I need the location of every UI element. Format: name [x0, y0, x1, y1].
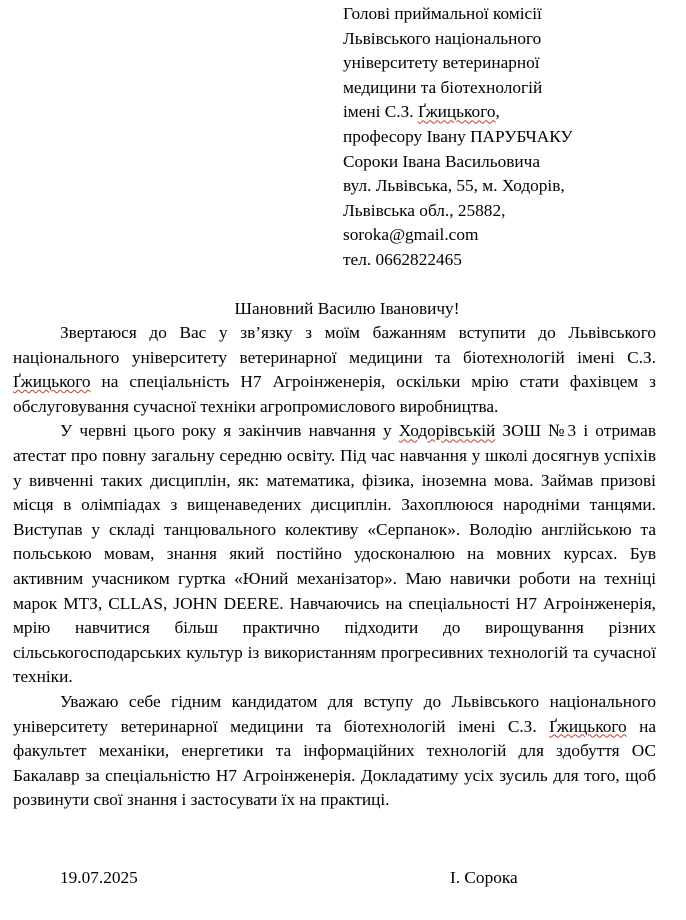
letter-date: 19.07.2025 — [60, 868, 138, 887]
address-line-9: Львівська обл., 25882, — [343, 200, 506, 220]
paragraph-1-part-c: на спеціальність Н7 Агроінженерія, оскільки мрію стати фахівцем з обслуговування сучасної техніки агропромислового виробництва. — [13, 372, 656, 416]
phone-line: тел. 0662822465 — [343, 249, 462, 269]
spellcheck-word[interactable]: Ґжицького — [417, 102, 496, 122]
spellcheck-word[interactable]: Ґжицького — [549, 716, 627, 736]
paragraph-3-part-c: на факультет механіки, енергетики та інформаційних технологій для здобуття ОС Бакалавр за спеціальністю Н7 Агроінженерія. Докладатиму усіх зусиль для того, щоб розвинути свої знання і застосувати їх на практиці. — [13, 716, 657, 810]
signature-name: І. Сорока — [450, 868, 518, 887]
spellcheck-word[interactable]: Ходорівській — [398, 421, 496, 441]
paragraph-3-part-a: Уважаю себе гідним кандидатом для вступу до Львівського національного університету ветеринарної медицини та біотехнологій імені С.З. — [13, 691, 656, 736]
paragraph-3 — [13, 690, 656, 813]
paragraph-1-part-a: Звертаюся до Вас у зв’язку з моїм бажанням вступити до Львівського національного університету ветеринарної медицини та біотехнологій імені С.З. — [13, 323, 656, 367]
address-line-4: медицини та біотехнологій — [343, 77, 543, 97]
address-line-8: вул. Львівська, 55, м. Ходорів, — [343, 176, 565, 196]
letter-body — [13, 321, 656, 813]
address-line-5-text: імені С.З. Ґжицького, — [343, 102, 500, 122]
address-line-6: професору Івану ПАРУБЧАКУ — [343, 126, 573, 146]
paragraph-1 — [13, 321, 656, 419]
address-line-2: Львівського національного — [343, 28, 542, 48]
address-line-1: Голові приймальної комісії — [343, 4, 542, 23]
paragraph-2 — [13, 419, 656, 690]
recipient-sender-block — [343, 2, 673, 273]
address-line-5 — [343, 100, 673, 125]
paragraph-2-part-c: ЗОШ №3 і отримав атестат про повну загальну середню освіту. Під час навчання у школі досягнув успіхів у вивченні таких дисциплін, як: математика, фізика, іноземна мова. Займав призові місця в олімпіадах з вищенаведених дисциплін. Захоплююся народніми танцями. Виступав у складі танцювального колективу «Серпанок». Володію англійською та польською мовам, знання який постійно удосконалюю на мовних курсах. Був активним учасником гуртка «Юний механізатор». Маю навички роботи на техніці марок МТЗ, CLLAS, JOHN DEERE. Навчаючись на спеціальності Н7 Агроінженерія, мрію навчитися більш практично підходити до вирощування різних сільськогосподарських культур із використанням прогресивних технологій та сучасної техніки. — [13, 421, 656, 687]
spellcheck-word[interactable]: Ґжицького — [13, 372, 91, 392]
paragraph-2-part-a: У червні цього року я закінчив навчання у — [60, 421, 399, 441]
address-line-3: університету ветеринарної — [343, 53, 540, 73]
salutation: Шановний Василю Івановичу! — [234, 299, 460, 318]
address-line-7: Сороки Івана Васильовича — [343, 151, 541, 171]
email-line: soroka@gmail.com — [343, 225, 479, 245]
